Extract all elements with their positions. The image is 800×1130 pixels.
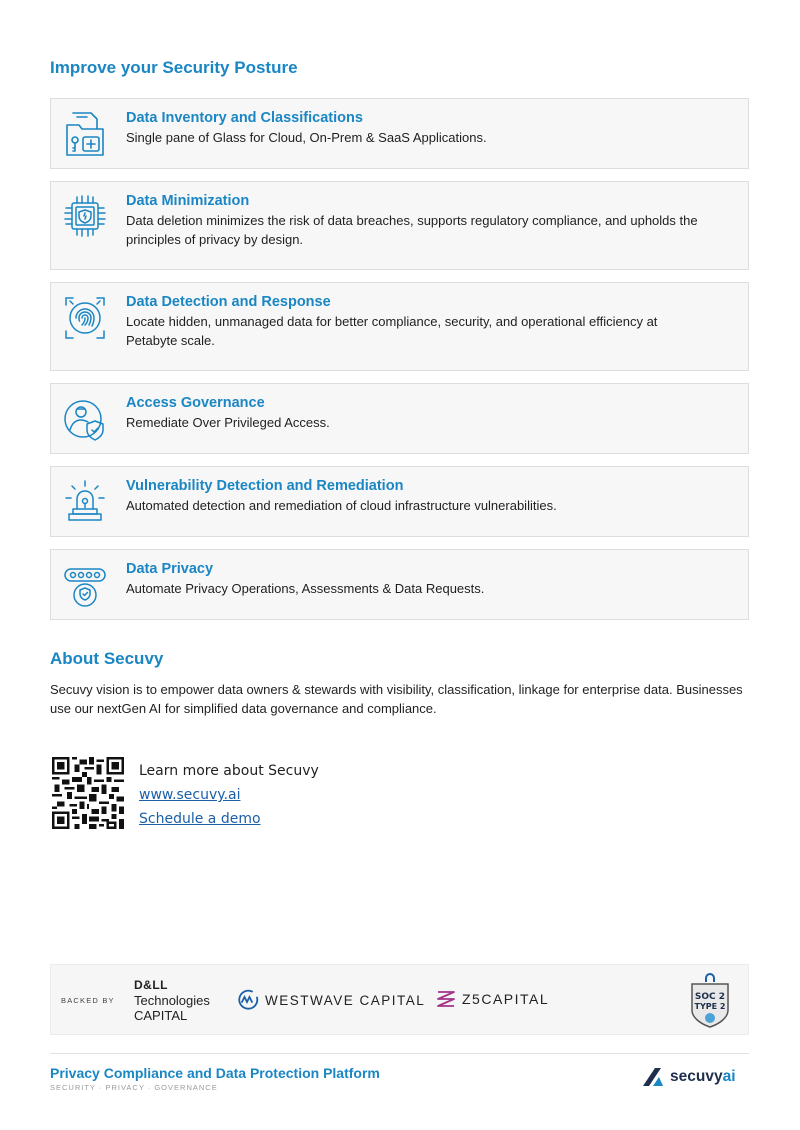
soc-line-2: TYPE 2 (694, 1002, 726, 1011)
qr-code-icon[interactable] (52, 757, 124, 829)
feature-card-data-inventory (50, 98, 749, 169)
alarm-beacon-icon (63, 477, 107, 527)
card-title: Access Governance (126, 395, 265, 411)
feature-card-data-minimization (50, 181, 749, 270)
user-shield-icon (63, 394, 107, 444)
backers-strip (50, 964, 749, 1035)
feature-card-list (50, 98, 749, 632)
footer-subtitle: SECURITY · PRIVACY · GOVERNANCE (50, 1083, 218, 1092)
card-description: Data deletion minimizes the risk of data breaches, supports regulatory compliance, and upholds the principles of privacy by design. (126, 213, 698, 247)
footer-divider (50, 1053, 749, 1054)
westwave-name: WESTWAVE CAPITAL (265, 992, 426, 1008)
westwave-wave-icon (237, 989, 259, 1011)
dell-wordmark: D&LL (134, 978, 168, 992)
card-title: Vulnerability Detection and Remediation (126, 478, 404, 494)
westwave-capital-logo (237, 989, 425, 1011)
brand-name-main: secuvy (670, 1068, 723, 1085)
learn-more-label: Learn more about Secuvy (139, 763, 319, 779)
about-text: Secuvy vision is to empower data owners & stewards with visibility, classification, linkage for enterprise data. Businesses use our nextGen AI for simplified data governance and compliance. (50, 682, 743, 716)
improve-section-title: Improve your Security Posture (50, 58, 298, 77)
soc-line-1: SOC 2 (694, 992, 726, 1002)
card-description: Automated detection and remediation of cloud infrastructure vulnerabilities. (126, 498, 557, 513)
z5-name: Z5CAPITAL (462, 991, 550, 1007)
learn-more-block (139, 759, 319, 831)
password-shield-icon (63, 560, 107, 610)
card-title: Data Minimization (126, 193, 250, 209)
feature-card-vulnerability (50, 466, 749, 537)
soc2-type2-badge-icon (689, 973, 731, 1029)
card-title: Data Inventory and Classifications (126, 110, 363, 126)
card-description: Single pane of Glass for Cloud, On-Prem & SaaS Applications. (126, 130, 487, 145)
card-description: Automate Privacy Operations, Assessments & Data Requests. (126, 581, 485, 596)
backed-by-label: BACKED BY (61, 996, 115, 1005)
brand-name (670, 1068, 736, 1086)
card-title: Data Privacy (126, 561, 214, 577)
website-link[interactable]: www.secuvy.ai (139, 787, 241, 803)
card-description: Remediate Over Privileged Access. (126, 415, 330, 430)
chip-shield-icon (63, 192, 107, 242)
feature-card-data-privacy (50, 549, 749, 620)
secuvy-mark-icon (641, 1066, 665, 1088)
feature-card-data-detection (50, 282, 749, 371)
schedule-demo-link[interactable]: Schedule a demo (139, 811, 261, 827)
dell-capital-logo (134, 978, 210, 1023)
folder-lock-icon (63, 109, 107, 159)
fingerprint-scan-icon (63, 293, 107, 343)
dell-line-3: CAPITAL (134, 1008, 188, 1023)
dell-line-2: Technologies (134, 993, 210, 1008)
footer-title: Privacy Compliance and Data Protection Platform (50, 1065, 380, 1081)
z5-mark-icon (436, 989, 456, 1009)
about-section-title: About Secuvy (50, 649, 164, 668)
z5-capital-logo (436, 989, 549, 1009)
card-title: Data Detection and Response (126, 294, 331, 310)
secuvy-brand-logo (641, 1066, 736, 1088)
card-description: Locate hidden, unmanaged data for better compliance, security, and operational efficiency at Petabyte scale. (126, 314, 658, 348)
brand-name-ai: ai (722, 1068, 736, 1085)
feature-card-access-governance (50, 383, 749, 454)
